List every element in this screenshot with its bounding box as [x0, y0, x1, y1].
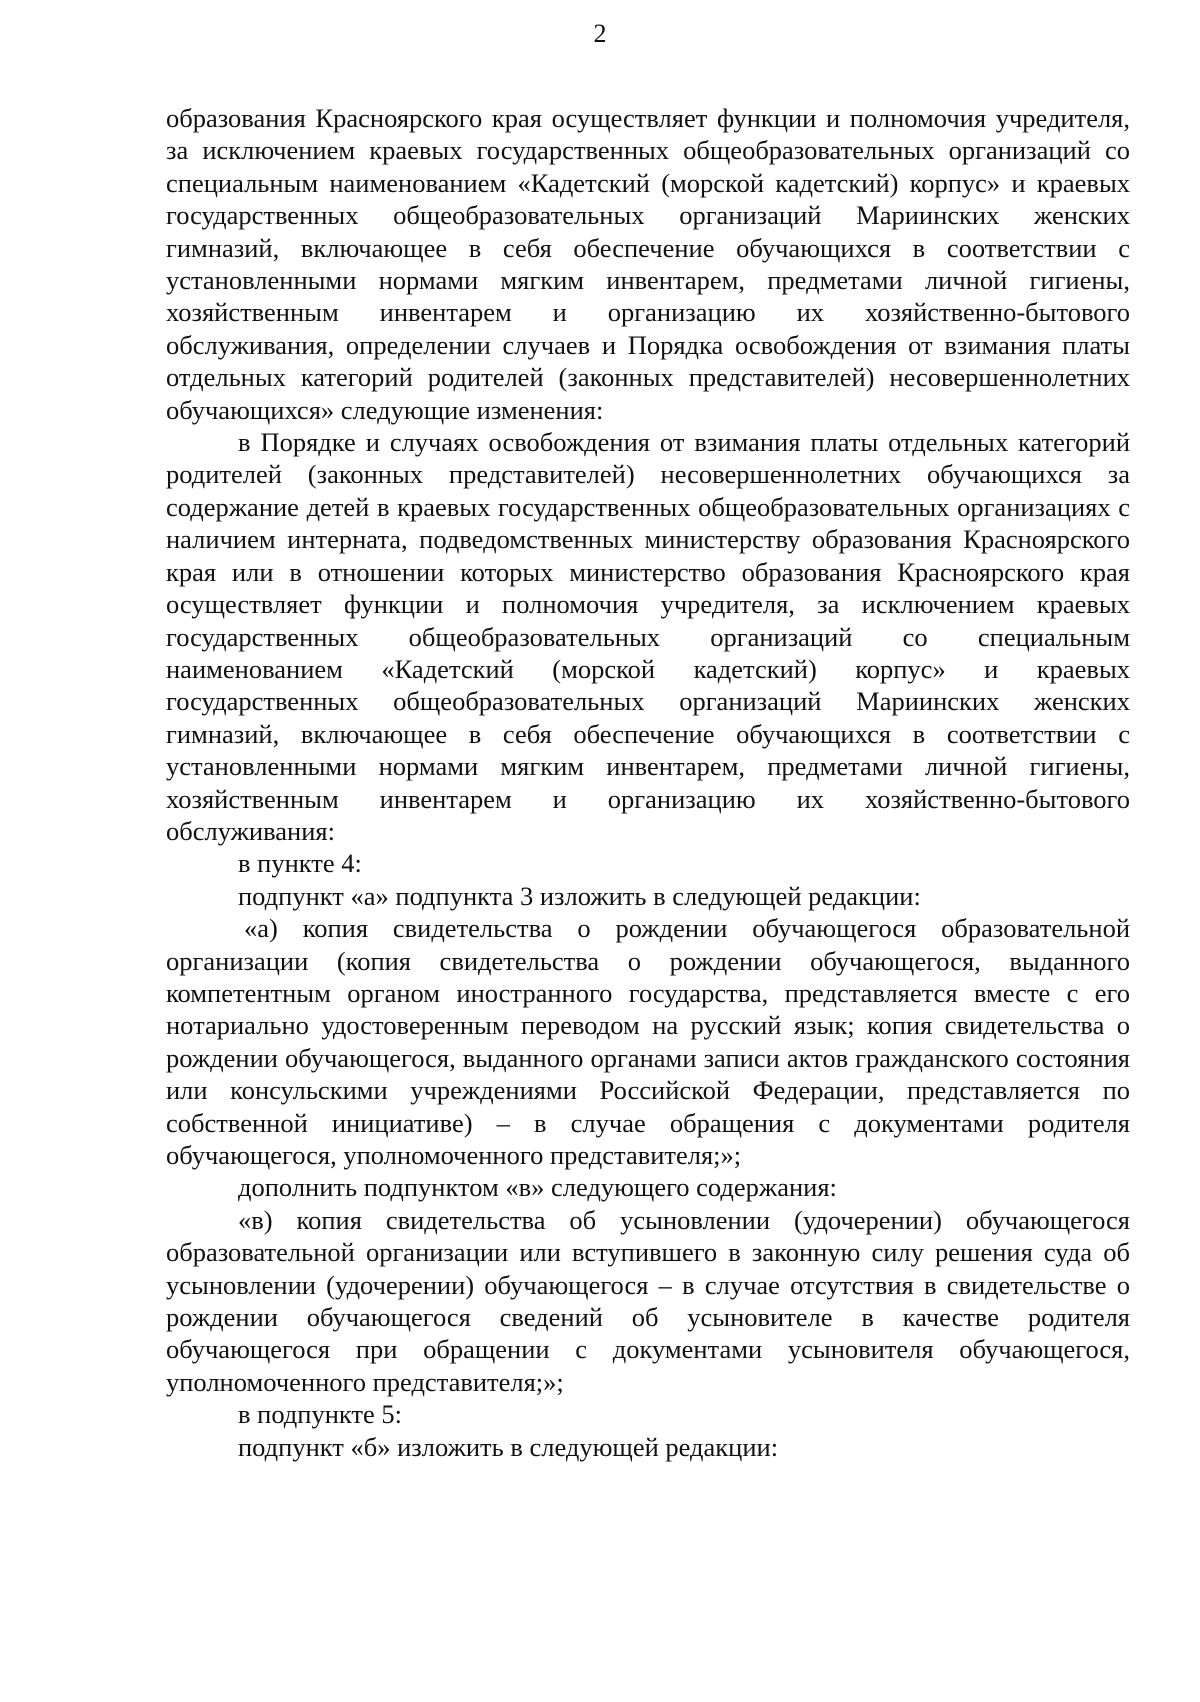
paragraph-order-changes: в Порядке и случаях освобождения от взимания платы отдельных категорий родителей (законных представителей) несовершеннолетних обучающихся за содержание детей в краевых государственных общеобразовательных организациях с наличием интерната, подведомственных министерству образования Красноярского края или в отношении которых министерство образования Красноярского края осуществляет функции и полномочия учредителя, за исключением краевых государственных общеобразовательных организаций со специальным наименованием «Кадетский (морской кадетский) корпус» и краевых государственных общеобразовательных организаций Мариинских женских гимназий, включающее в себя обеспечение обучающихся в соответствии с установленными нормами мягким инвентарем, предметами личной гигиены, хозяйственным инвентарем и организацию их хозяйственно-бытового обслуживания:	[166, 427, 1130, 846]
paragraph-subclause-a-intro: подпункт «а» подпункта 3 изложить в следующей редакции:	[238, 880, 921, 911]
page-number: 2	[593, 19, 607, 48]
paragraph-subclause-5: в подпункте 5:	[238, 1399, 403, 1430]
paragraph-subclause-b-intro: подпункт «б» изложить в следующей редакции:	[238, 1431, 779, 1462]
paragraph-subclause-v-text: «в) копия свидетельства об усыновлении (удочерении) обучающегося образовательной организации или вступившего в законную силу решения суда об усыновлении (удочерении) обучающегося – в случае отсутствия в свидетельстве о рождении обучающегося сведений об усыновителе в качестве родителя обучающегося при обращении с документами усыновителя обучающегося, уполномоченного представителя;»;	[166, 1204, 1130, 1397]
paragraph-subclause-v-intro: дополнить подпунктом «в» следующего содержания:	[238, 1172, 837, 1203]
paragraph-clause-4: в пункте 4:	[238, 848, 362, 879]
paragraph-subclause-a-text: «а) копия свидетельства о рождении обучающегося образовательной организации (копия свидетельства о рождении обучающегося, выданного компетентным органом иностранного государства, представляется вместе с его нотариально удостоверенным переводом на русский язык; копия свидетельства о рождении обучающегося, выданного органами записи актов гражданского состояния или консульскими учреждениями Российской Федерации, представляется по собственной инициативе) – в случае обращения с документами родителя обучающегося, уполномоченного представителя;»;	[166, 913, 1130, 1170]
document-body	[166, 102, 1130, 1463]
paragraph-continuation: образования Красноярского края осуществляет функции и полномочия учредителя, за исключением краевых государственных общеобразовательных организаций со специальным наименованием «Кадетский (морской кадетский) корпус» и краевых государственных общеобразовательных организаций Мариинских женских гимназий, включающее в себя обеспечение обучающихся в соответствии с установленными нормами мягким инвентарем, предметами личной гигиены, хозяйственным инвентарем и организацию их хозяйственно-бытового обслуживания, определении случаев и Порядка освобождения от взимания платы отдельных категорий родителей (законных представителей) несовершеннолетних обучающихся» следующие изменения:	[166, 103, 1130, 425]
